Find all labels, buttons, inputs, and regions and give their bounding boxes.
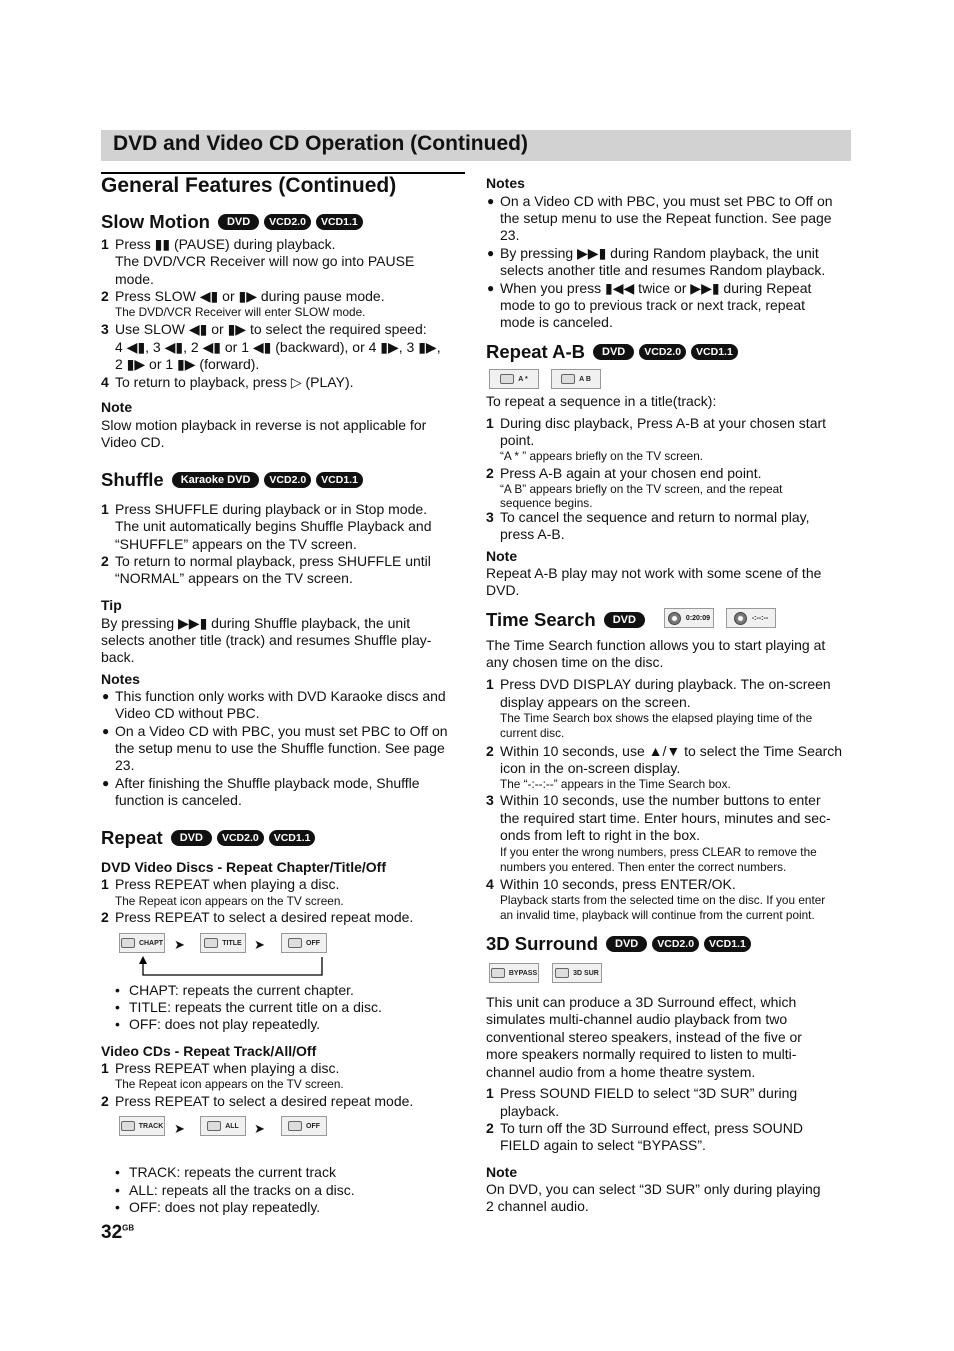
body-text: conventional stereo speakers, instead of the five or: [486, 1029, 802, 1045]
badge-vcd11: VCD1.1: [316, 472, 363, 488]
repeat-icon: [207, 1121, 221, 1131]
step-text: Within 10 seconds, use ▲/▼ to select the Time Search: [500, 743, 843, 759]
note-text: mode is canceled.: [500, 314, 613, 330]
time-search-title: Time Search: [486, 609, 596, 630]
step-text: onds from left to right in the box.: [500, 827, 700, 843]
list-text: TRACK: repeats the current track: [129, 1164, 336, 1180]
list-text: OFF: does not play repeatedly.: [129, 1199, 321, 1215]
osd-label: A B: [579, 375, 591, 383]
step-text: The unit automatically begins Shuffle Playback and: [115, 518, 432, 534]
note-text: After finishing the Shuffle playback mode, Shuffle: [115, 775, 420, 791]
step-text: display appears on the screen.: [500, 694, 691, 710]
body-text: more speakers normally required to listen to multi-: [486, 1046, 797, 1062]
step-number: 1: [486, 676, 494, 692]
step-text: point.: [500, 432, 535, 448]
osd-3dsur: [552, 963, 602, 983]
note-text: On DVD, you can select “3D SUR” only during playing: [486, 1181, 821, 1197]
repeat-icon: [121, 1121, 135, 1131]
step-text: FIELD again to select “BYPASS”.: [500, 1137, 706, 1153]
arrow-icon: ➤: [174, 1121, 185, 1136]
step-number: 2: [486, 465, 494, 481]
note-text: This function only works with DVD Karaoke discs and: [115, 688, 446, 704]
osd-time-input: [726, 608, 776, 628]
note-heading: Note: [486, 1164, 518, 1180]
disc-icon: [668, 612, 681, 625]
osd-label: CHAPT: [138, 939, 164, 947]
list-text: CHAPT: repeats the current chapter.: [129, 982, 354, 998]
note-text: Slow motion playback in reverse is not applicable for: [101, 417, 427, 433]
osd-label: -:--:--: [751, 614, 769, 622]
repeat-icon: [288, 1121, 302, 1131]
note-heading: Note: [486, 548, 518, 564]
step-number: 4: [486, 876, 494, 892]
note-text: Video CD.: [101, 434, 165, 450]
osd-label: A *: [518, 375, 528, 383]
loop-arrow-icon: [136, 953, 328, 977]
slow-motion-title: Slow Motion: [101, 211, 210, 232]
repeat-title: Repeat: [101, 827, 163, 848]
step-note: The DVD/VCR Receiver will enter SLOW mode.: [115, 305, 366, 319]
repeat-icon: [204, 938, 218, 948]
ab-icon: [500, 374, 514, 384]
note-text: 2 channel audio.: [486, 1198, 589, 1214]
osd-label: TITLE: [222, 939, 242, 947]
step-text: Press SOUND FIELD to select “3D SUR” during: [500, 1085, 798, 1101]
bullet-icon: ●: [487, 281, 495, 295]
bullet-icon: ●: [102, 724, 110, 738]
badge-vcd20: VCD2.0: [217, 830, 264, 846]
step-text: 4 ◀▮, 3 ◀▮, 2 ◀▮ or 1 ◀▮ (backward), or 4 ▮▶, 3 ▮▶,: [115, 339, 441, 355]
step-text: To turn off the 3D Surround effect, press SOUND: [500, 1120, 803, 1136]
badge-dvd: DVD: [604, 612, 645, 628]
section-header-title: DVD and Video CD Operation (Continued): [113, 132, 528, 155]
surround-heading: [486, 933, 751, 955]
step-text: Within 10 seconds, press ENTER/OK.: [500, 876, 736, 892]
shuffle-title: Shuffle: [101, 469, 164, 490]
section-header-bar: [101, 130, 851, 161]
step-number: 2: [101, 909, 109, 925]
osd-label: 3D SUR: [573, 969, 599, 977]
note-heading: Note: [101, 399, 133, 415]
tip-text: By pressing ▶▶▮ during Shuffle playback, the unit: [101, 615, 411, 631]
page-title: General Features (Continued): [101, 174, 397, 197]
repeat-ab-heading: [486, 341, 738, 363]
step-note: The Repeat icon appears on the TV screen.: [115, 1077, 344, 1091]
osd-track: [119, 1116, 165, 1136]
list-text: TITLE: repeats the current title on a disc.: [129, 999, 382, 1015]
arrow-icon: ➤: [254, 937, 265, 952]
tip-heading: Tip: [101, 597, 122, 613]
step-text: icon in the on-screen display.: [500, 760, 681, 776]
step-note: “A * ” appears briefly on the TV screen.: [500, 449, 704, 463]
step-text: To return to normal playback, press SHUFFLE until: [115, 553, 431, 569]
osd-label: TRACK: [138, 1122, 164, 1130]
list-bullet: •: [115, 1182, 120, 1198]
note-text: the setup menu to use the Shuffle function. See page: [115, 740, 445, 756]
osd-label: BYPASS: [508, 969, 538, 977]
intro-text: To repeat a sequence in a title(track):: [486, 393, 717, 409]
step-number: 2: [101, 1093, 109, 1109]
step-number: 1: [101, 876, 109, 892]
arrow-icon: ➤: [174, 937, 185, 952]
subheading: DVD Video Discs - Repeat Chapter/Title/Off: [101, 859, 386, 875]
step-note: The Repeat icon appears on the TV screen.: [115, 894, 344, 908]
note-text: the setup menu to use the Repeat function. See page: [500, 210, 832, 226]
step-number: 4: [101, 374, 109, 390]
badge-dvd: DVD: [606, 936, 647, 952]
body-text: channel audio from a home theatre system.: [486, 1064, 756, 1080]
step-text: During disc playback, Press A-B at your chosen start: [500, 415, 827, 431]
note-text: selects another title and resumes Random playback.: [500, 262, 826, 278]
step-text: Press REPEAT to select a desired repeat mode.: [115, 1093, 414, 1109]
step-text: the required start time. Enter hours, minutes and sec-: [500, 810, 831, 826]
bullet-icon: ●: [102, 776, 110, 790]
osd-label: 0:20:09: [685, 614, 711, 622]
step-note: current disc.: [500, 726, 565, 740]
step-note: The Time Search box shows the elapsed playing time of the: [500, 711, 813, 725]
step-number: 2: [101, 288, 109, 304]
osd-all: [200, 1116, 246, 1136]
step-note: an invalid time, playback will continue from the current point.: [500, 908, 815, 922]
body-text: This unit can produce a 3D Surround effect, which: [486, 994, 797, 1010]
badge-dvd: DVD: [171, 830, 212, 846]
osd-label: OFF: [306, 939, 320, 947]
osd-label: OFF: [306, 1122, 320, 1130]
step-text: press A-B.: [500, 526, 565, 542]
step-number: 2: [101, 553, 109, 569]
bullet-icon: ●: [102, 689, 110, 703]
step-text: To cancel the sequence and return to normal play,: [500, 509, 810, 525]
step-note: numbers you entered. Then enter the correct numbers.: [500, 860, 787, 874]
note-text: On a Video CD with PBC, you must set PBC to Off on: [500, 193, 833, 209]
step-number: 2: [486, 1120, 494, 1136]
arrow-icon: ➤: [254, 1121, 265, 1136]
note-text: DVD.: [486, 582, 520, 598]
step-note: sequence begins.: [500, 496, 593, 510]
note-text: Video CD without PBC.: [115, 705, 260, 721]
speaker-icon: [491, 968, 505, 978]
disc-icon: [734, 612, 747, 625]
osd-bypass: [489, 963, 539, 983]
list-bullet: •: [115, 982, 120, 998]
bullet-icon: ●: [487, 246, 495, 260]
step-text: Press REPEAT when playing a disc.: [115, 876, 340, 892]
list-bullet: •: [115, 1199, 120, 1215]
time-search-heading: [486, 609, 645, 631]
step-text: Use SLOW ◀▮ or ▮▶ to select the required speed:: [115, 321, 427, 337]
step-number: 3: [101, 321, 109, 337]
note-text: function is canceled.: [115, 792, 242, 808]
osd-label: ALL: [225, 1122, 239, 1130]
step-text: “SHUFFLE” appears on the TV screen.: [115, 536, 357, 552]
badge-vcd11: VCD1.1: [704, 936, 751, 952]
badge-vcd20: VCD2.0: [264, 214, 311, 230]
osd-off: [281, 1116, 327, 1136]
step-text: Press SLOW ◀▮ or ▮▶ during pause mode.: [115, 288, 385, 304]
step-text: playback.: [500, 1103, 560, 1119]
badge-dvd: DVD: [593, 344, 634, 360]
step-number: 2: [486, 743, 494, 759]
list-bullet: •: [115, 1164, 120, 1180]
note-text: Repeat A-B play may not work with some scene of the: [486, 565, 822, 581]
surround-title: 3D Surround: [486, 933, 599, 954]
badge-karaoke: Karaoke DVD: [172, 472, 260, 488]
repeat-icon: [288, 938, 302, 948]
badge-vcd11: VCD1.1: [691, 344, 738, 360]
badge-vcd20: VCD2.0: [652, 936, 699, 952]
step-number: 1: [101, 1060, 109, 1076]
badge-dvd: DVD: [218, 214, 259, 230]
notes-heading: Notes: [486, 175, 525, 191]
step-number: 1: [101, 501, 109, 517]
osd-time-elapsed: [664, 608, 714, 628]
subheading: Video CDs - Repeat Track/All/Off: [101, 1043, 317, 1059]
osd-chapt: [119, 933, 165, 953]
step-text: Press REPEAT to select a desired repeat mode.: [115, 909, 414, 925]
step-text: Press ▮▮ (PAUSE) during playback.: [115, 236, 336, 252]
step-number: 1: [486, 1085, 494, 1101]
page-number: [101, 1222, 134, 1244]
repeat-ab-title: Repeat A-B: [486, 341, 586, 362]
step-text: Press SHUFFLE during playback or in Stop mode.: [115, 501, 428, 517]
step-text: “NORMAL” appears on the TV screen.: [115, 570, 353, 586]
step-text: Within 10 seconds, use the number buttons to enter: [500, 792, 821, 808]
note-text: 23.: [500, 227, 520, 243]
step-text: Press DVD DISPLAY during playback. The on-screen: [500, 676, 831, 692]
list-bullet: •: [115, 999, 120, 1015]
repeat-icon: [121, 938, 135, 948]
badge-vcd20: VCD2.0: [264, 472, 311, 488]
slow-motion-heading: [101, 211, 363, 233]
badge-vcd11: VCD1.1: [269, 830, 316, 846]
page-number-value: 32: [101, 1222, 123, 1243]
note-text: mode to go to previous track or next track, repeat: [500, 297, 806, 313]
step-text: The DVD/VCR Receiver will now go into PAUSE: [115, 253, 415, 269]
osd-title: [200, 933, 246, 953]
osd-ab-start: [489, 369, 539, 389]
step-note: The “-:--:--” appears in the Time Search box.: [500, 777, 731, 791]
osd-ab-end: [551, 369, 601, 389]
step-number: 1: [486, 415, 494, 431]
tip-text: selects another title (track) and resumes Shuffle play-: [101, 632, 432, 648]
note-text: On a Video CD with PBC, you must set PBC to Off on: [115, 723, 448, 739]
note-text: When you press ▮◀◀ twice or ▶▶▮ during Repeat: [500, 280, 812, 296]
tip-text: back.: [101, 649, 135, 665]
page-number-suffix: GB: [122, 1223, 135, 1233]
step-text: mode.: [115, 271, 154, 287]
list-text: ALL: repeats all the tracks on a disc.: [129, 1182, 355, 1198]
step-number: 1: [101, 236, 109, 252]
bullet-icon: ●: [487, 194, 495, 208]
intro-text: any chosen time on the disc.: [486, 654, 664, 670]
speaker-icon: [555, 968, 569, 978]
badge-vcd20: VCD2.0: [639, 344, 686, 360]
step-note: If you enter the wrong numbers, press CLEAR to remove the: [500, 845, 817, 859]
list-bullet: •: [115, 1016, 120, 1032]
step-text: Press A-B again at your chosen end point.: [500, 465, 762, 481]
note-text: By pressing ▶▶▮ during Random playback, the unit: [500, 245, 819, 261]
step-number: 3: [486, 792, 494, 808]
shuffle-heading: [101, 469, 363, 491]
list-text: OFF: does not play repeatedly.: [129, 1016, 321, 1032]
badge-vcd11: VCD1.1: [316, 214, 363, 230]
step-number: 3: [486, 509, 494, 525]
step-text: 2 ▮▶ or 1 ▮▶ (forward).: [115, 356, 260, 372]
step-text: Press REPEAT when playing a disc.: [115, 1060, 340, 1076]
step-text: To return to playback, press ▷ (PLAY).: [115, 374, 354, 390]
step-note: “A B” appears briefly on the TV screen, and the repeat: [500, 482, 783, 496]
intro-text: The Time Search function allows you to start playing at: [486, 637, 826, 653]
note-text: 23.: [115, 757, 135, 773]
body-text: simulates multi-channel audio playback from two: [486, 1011, 788, 1027]
notes-heading: Notes: [101, 671, 140, 687]
step-note: Playback starts from the selected time on the disc. If you enter: [500, 893, 826, 907]
repeat-heading: [101, 827, 315, 849]
ab-icon: [561, 374, 575, 384]
osd-off: [281, 933, 327, 953]
